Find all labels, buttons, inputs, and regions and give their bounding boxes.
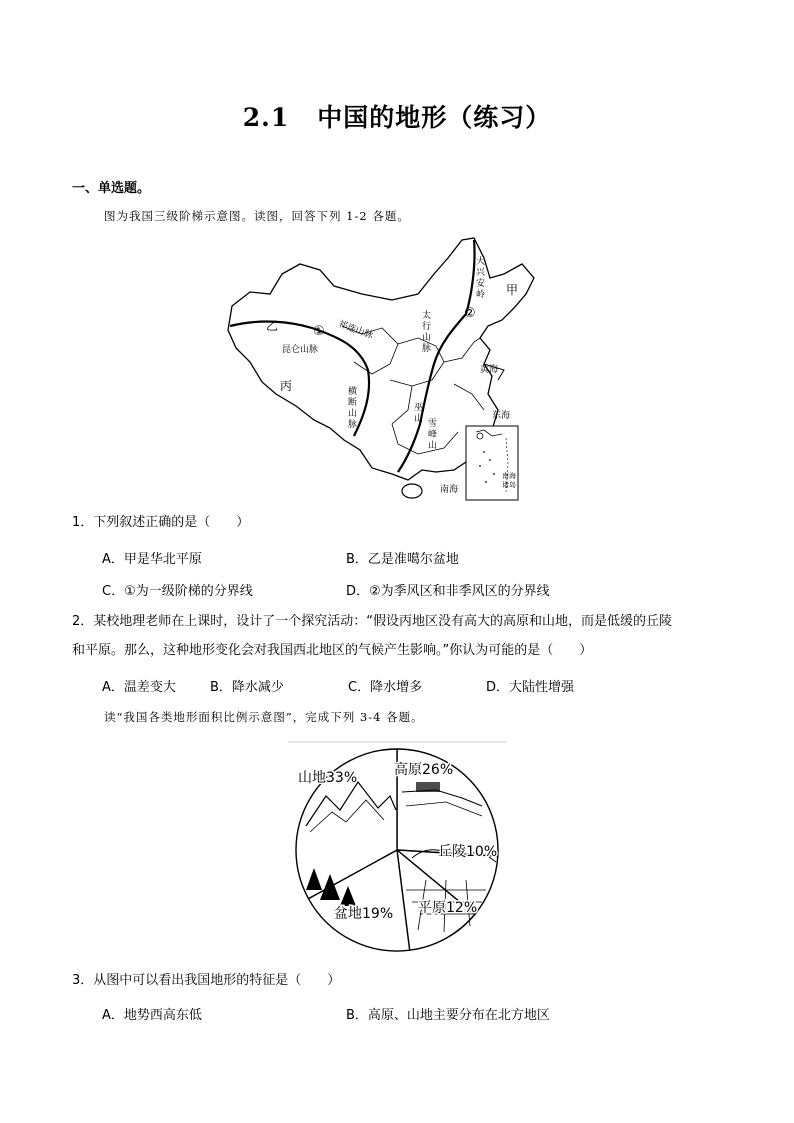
q1-option-d[interactable]: D．②为季风区和非季风区的分界线	[346, 584, 550, 599]
svg-text:巫: 巫	[414, 403, 424, 413]
hainan-island	[402, 484, 422, 498]
svg-text:安: 安	[476, 279, 486, 289]
pie-label-basin: 盆地19%	[334, 906, 394, 922]
intro-q3-4: 读“我国各类地形面积比例示意图”，完成下列 3-4 各题。	[104, 710, 424, 724]
pie-label-plateau: 高原26%	[394, 762, 454, 778]
svg-text:雪: 雪	[428, 419, 438, 429]
inset-label-1: 南海	[502, 472, 516, 480]
svg-text:岭: 岭	[476, 290, 486, 300]
svg-text:断: 断	[348, 398, 358, 408]
pie-label-mountain: 山地33%	[298, 770, 358, 786]
svg-text:大: 大	[476, 257, 486, 267]
svg-text:脉: 脉	[348, 420, 358, 430]
label-daxinganling	[476, 255, 486, 300]
label-nanhai: 南海	[440, 485, 459, 495]
inset-label-2: 诸岛	[502, 481, 516, 489]
q1-option-a[interactable]: A．甲是华北平原	[102, 552, 202, 567]
terrain-pie-figure	[286, 740, 508, 952]
q1-stem: 1．下列叙述正确的是（ ）	[72, 515, 250, 530]
label-bing: 丙	[280, 379, 293, 393]
q1-option-c[interactable]: C．①为一级阶梯的分界线	[102, 584, 253, 599]
pie-label-plain: 平原12%	[418, 900, 478, 916]
q3-option-b[interactable]: B．高原、山地主要分布在北方地区	[346, 1008, 550, 1023]
svg-text:太: 太	[422, 311, 432, 321]
q2-option-d[interactable]: D．大陆性增强	[486, 680, 575, 695]
section-heading: 一、单选题。	[72, 181, 151, 196]
label-qilian: 祁连山脉	[336, 319, 375, 342]
title-text: 中国的地形（练习）	[317, 103, 552, 132]
svg-text:山: 山	[414, 414, 424, 424]
china-map-figure	[222, 234, 538, 502]
label-huanghai: 黄海	[480, 365, 499, 375]
q2-option-c[interactable]: C．降水增多	[348, 680, 423, 695]
q2-option-a[interactable]: A．温差变大	[102, 680, 176, 695]
label-circle-1: ①	[313, 324, 325, 339]
south-sea-inset	[466, 426, 518, 500]
pie-label-hill: 丘陵10%	[438, 844, 498, 860]
q2-option-b[interactable]: B．降水减少	[210, 680, 284, 695]
terrain-pie-chart	[286, 740, 508, 952]
q3-stem: 3．从图中可以看出我国地形的特征是（ ）	[72, 973, 341, 988]
label-jia: 甲	[506, 283, 519, 297]
q2-stem-line2: 和平原。那么，这种地形变化会对我国西北地区的气候产生影响。”你认为可能的是（ ）	[72, 643, 593, 658]
svg-text:山: 山	[422, 333, 432, 343]
label-yi: 乙	[266, 319, 279, 333]
label-kunlun: 昆仑山脉	[282, 345, 319, 355]
label-circle-2: ②	[464, 306, 476, 321]
label-hengduan	[348, 385, 357, 430]
svg-text:山: 山	[428, 441, 438, 451]
label-taihang	[422, 309, 431, 354]
q3-option-a[interactable]: A．地势西高东低	[102, 1008, 202, 1023]
title-number: 2.1	[242, 103, 290, 132]
svg-text:兴: 兴	[476, 268, 486, 278]
label-donghai: 东海	[492, 411, 511, 421]
q2-stem-line1: 2．某校地理老师在上课时，设计了一个探究活动：“假设丙地区没有高大的高原和山地，而是低缓的丘陵	[72, 614, 673, 629]
page-title	[0, 98, 794, 134]
svg-text:峰: 峰	[428, 430, 438, 440]
label-xuefeng	[428, 418, 437, 451]
q1-option-b[interactable]: B．乙是准噶尔盆地	[346, 552, 459, 567]
svg-text:山: 山	[348, 409, 358, 419]
svg-text:行: 行	[422, 322, 432, 332]
china-map	[222, 234, 538, 502]
intro-q1-2: 图为我国三级阶梯示意图。读图，回答下列 1-2 各题。	[104, 209, 410, 223]
svg-text:脉: 脉	[422, 344, 432, 354]
svg-text:横: 横	[348, 387, 358, 397]
